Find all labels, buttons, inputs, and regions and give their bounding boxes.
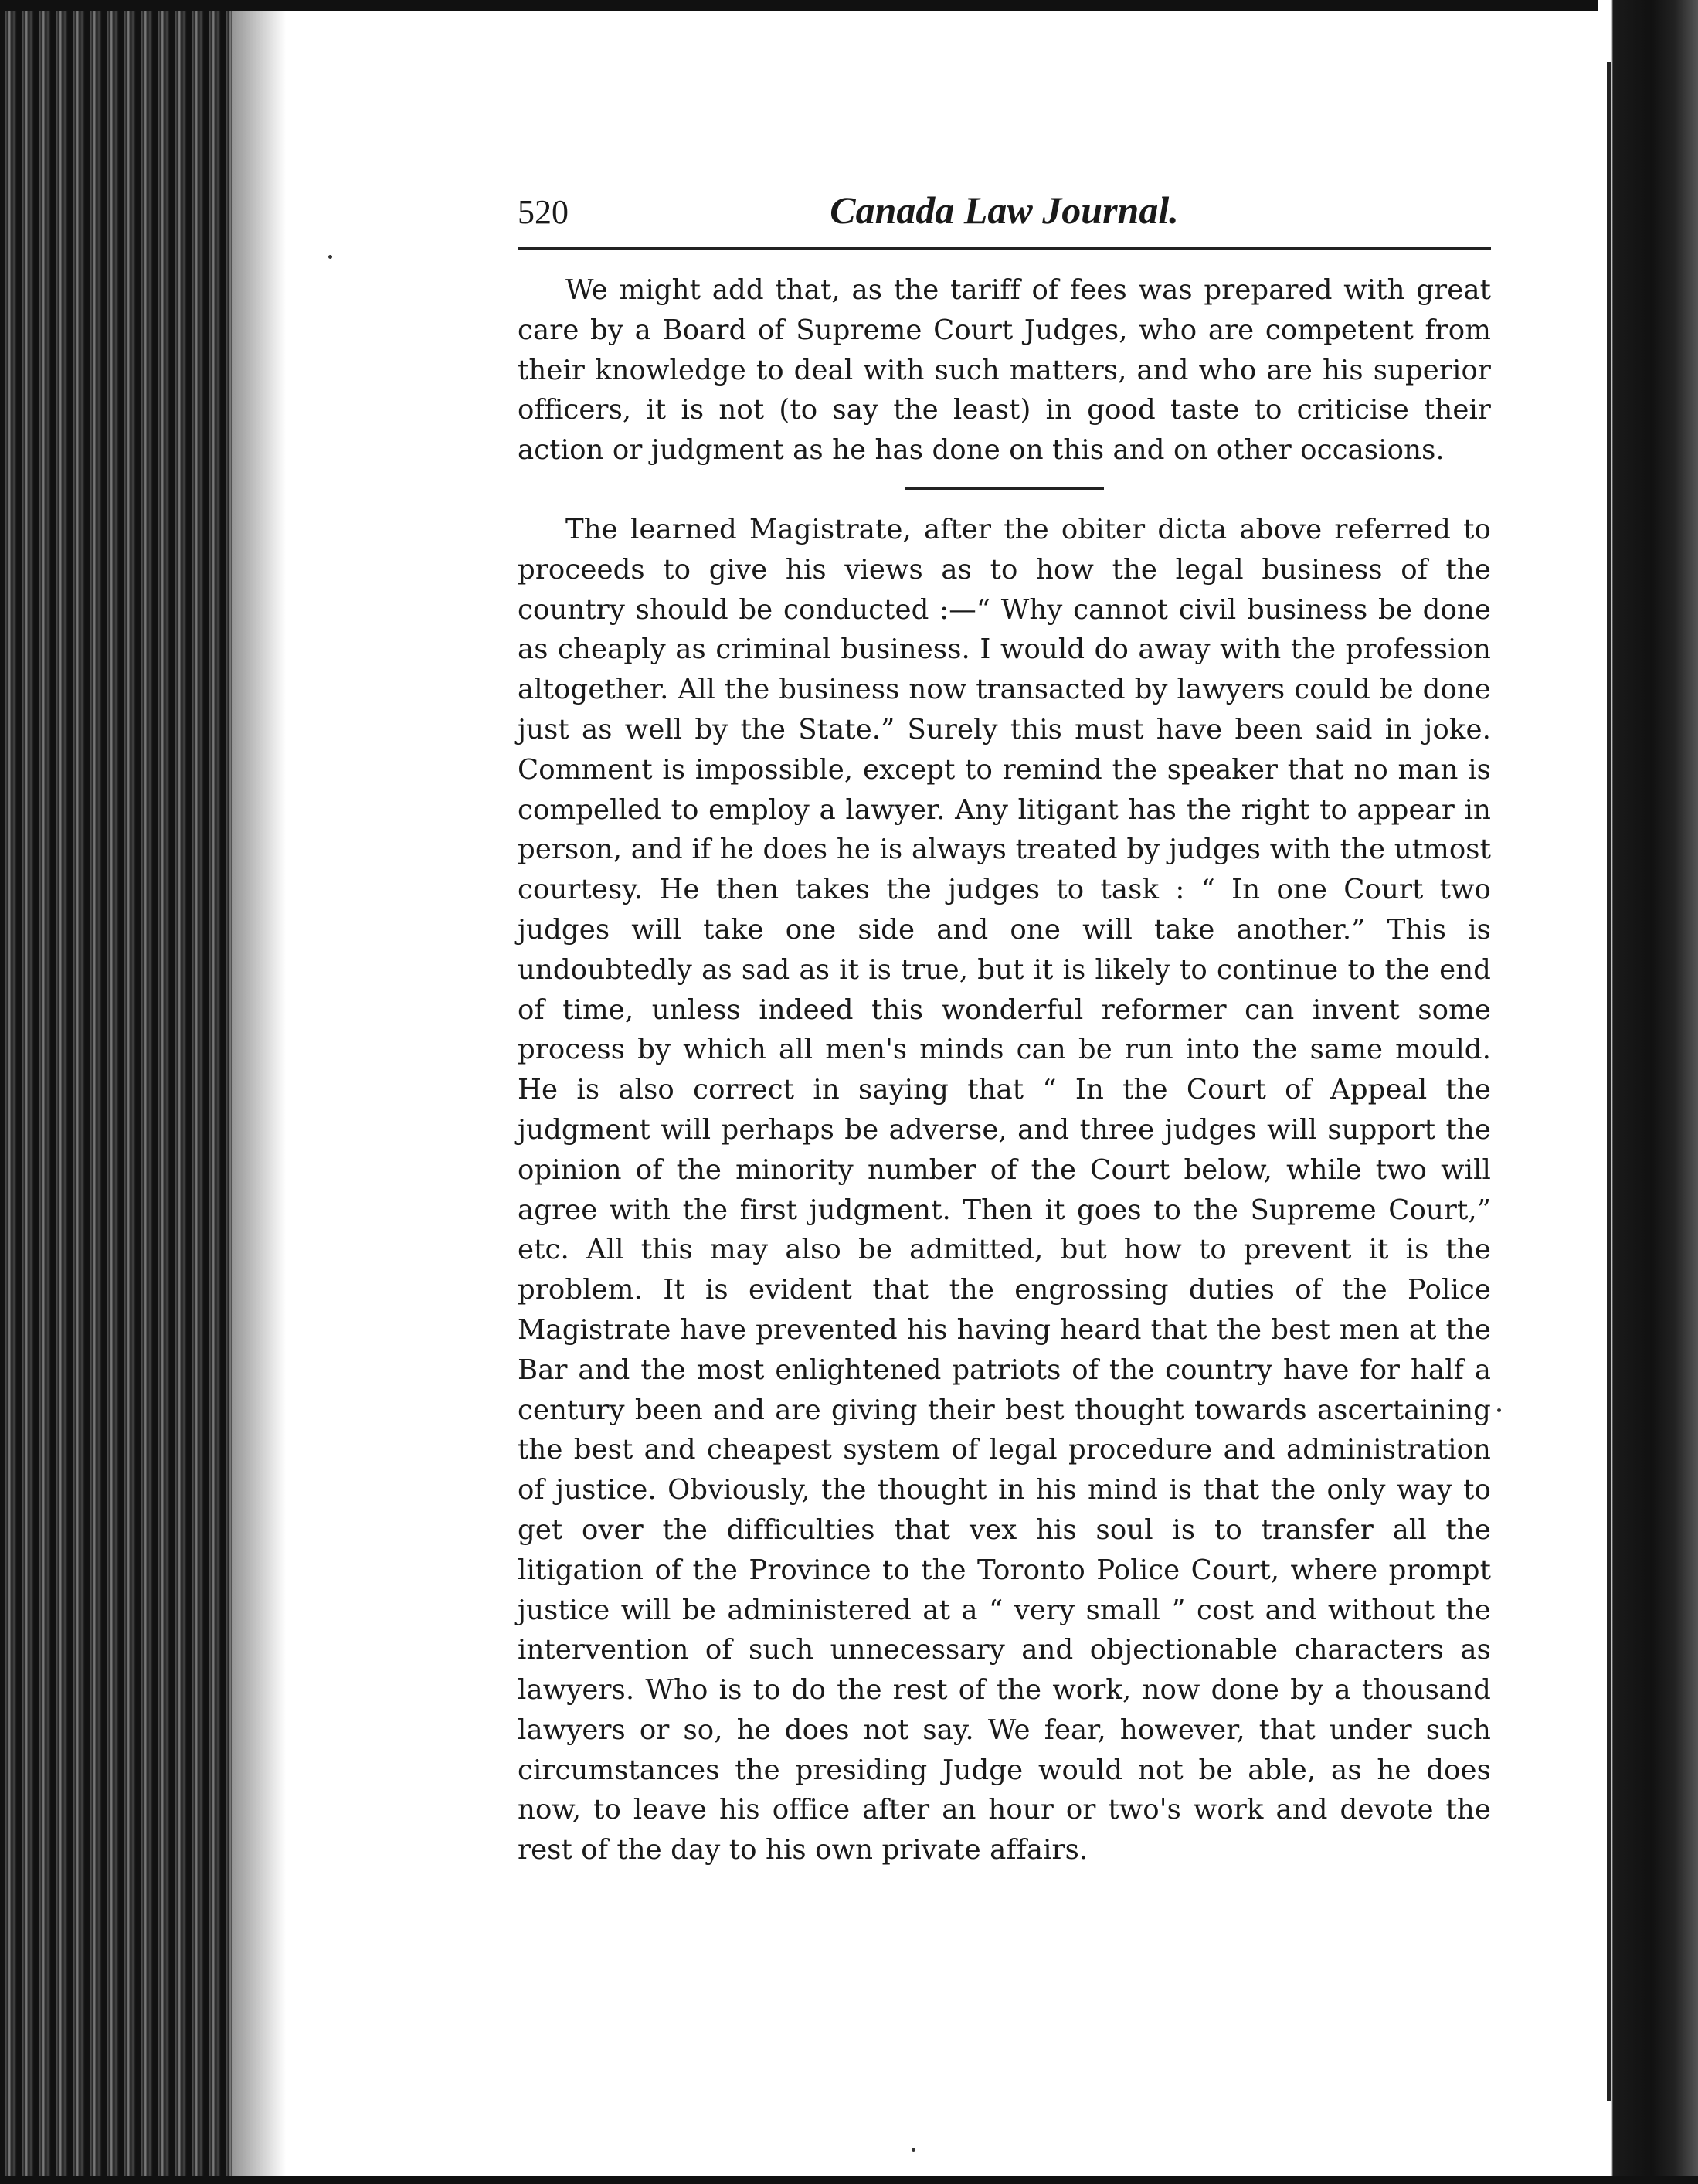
paragraph-magistrate: The learned Magistrate, after the obiter dicta above referred to proceeds to give his views as to how the legal business of the country should be conducted :—“ Why cannot civil business be done as cheaply as criminal business. I would do away with the profession altogether. All the business now transacted by lawyers could be done just as well by the State.” Surely this must have been said in joke. Comment is impossible, except to remind the speaker that no man is compelled to employ a lawyer. Any litigant has the right to appear in person, and if he does he is always treated by judges with the utmost courtesy. He then takes the judges to task : “ In one Court two judges will take one side and one will take another.” This is undoubtedly as sad as it is true, but it is likely to continue to the end of time, unless indeed this wonderful reformer can invent some process by which all men's minds can be run into the same mould. He is also correct in saying that “ In the Court of Appeal the judgment will perhaps be adverse, and three judges will support the opinion of the minority number of the Court below, while two will agree with the first judgment. Then it goes to the Supreme Court,” etc. All this may also be admitted, but how to prevent it is the problem. It is evident that the engrossing duties of the Police Magistrate have prevented his having heard that the best men at the Bar and the most enlightened patriots of the country have for half a century been and are giving their best thought towards ascertaining the best and cheapest system of legal procedure and administration of justice. Obviously, the thought in his mind is that the only way to get over the difficulties that vex his soul is to transfer all the litigation of the Province to the Toronto Police Court, where prompt justice will be administered at a “ very small ” cost and without the intervention of such unnecessary and objectionable characters as lawyers. Who is to do the rest of the work, now done by a thousand lawyers or so, he does not say. We fear, however, that under such circumstances the presiding Judge would not be able, as he does now, to leave his office after an hour or two's work and devote the rest of the day to his own private affairs.	[518, 513, 1491, 1866]
right-edge-line	[1607, 62, 1611, 2101]
scan-speck	[1497, 1408, 1501, 1412]
book-binding	[0, 0, 232, 2184]
binding-shadow	[232, 0, 286, 2184]
bottom-edge	[0, 2176, 1698, 2184]
scan-speck	[328, 255, 332, 259]
top-edge	[0, 0, 1698, 11]
page-number: 520	[518, 193, 569, 231]
right-page-edge	[1598, 0, 1698, 2184]
scan-speck	[912, 2148, 915, 2152]
journal-title: Canada Law Journal.	[830, 189, 1179, 232]
page-content	[518, 174, 1491, 1866]
header-rule	[518, 247, 1491, 250]
paragraph-tariff: We might add that, as the tariff of fees was prepared with great care by a Board of Supreme Court Judges, who are competent from their knowledge to deal with such matters, and who are his superior officers, it is not (to say the least) in good taste to criticise their action or judgment as he has done on this and on other occasions.	[518, 274, 1491, 467]
article-body	[518, 270, 1491, 1870]
running-head	[518, 174, 1491, 236]
section-divider	[905, 487, 1104, 490]
